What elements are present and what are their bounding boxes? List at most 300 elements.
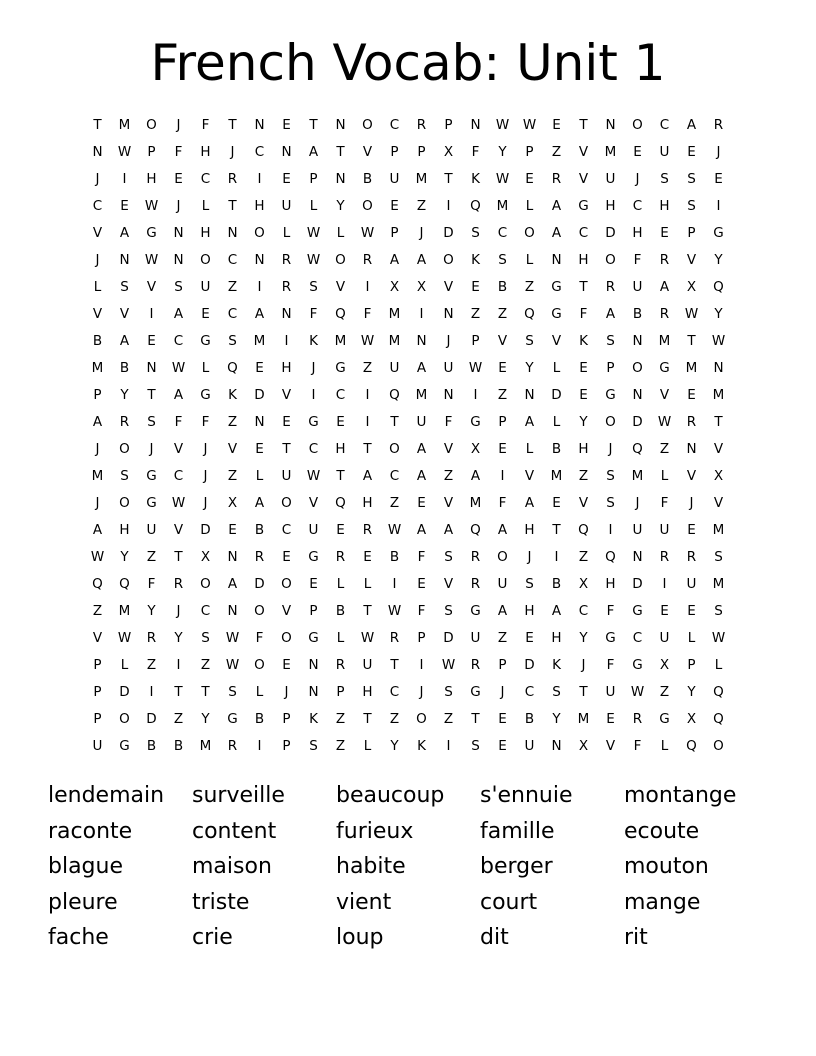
grid-letter[interactable]: Y xyxy=(579,413,588,430)
grid-letter[interactable]: J xyxy=(500,683,505,700)
grid-letter[interactable]: P xyxy=(390,224,399,241)
grid-letter[interactable]: X xyxy=(686,710,697,727)
grid-letter[interactable]: U xyxy=(632,521,643,538)
grid-letter[interactable]: Y xyxy=(687,683,696,700)
grid-letter[interactable]: J xyxy=(635,494,640,511)
grid-letter[interactable]: P xyxy=(309,602,318,619)
grid-letter[interactable]: E xyxy=(687,143,696,160)
grid-letter[interactable]: R xyxy=(227,170,238,187)
grid-letter[interactable]: O xyxy=(416,710,427,727)
grid-letter[interactable]: I xyxy=(365,278,370,295)
grid-letter[interactable]: S xyxy=(147,413,156,430)
grid-letter[interactable]: J xyxy=(527,548,532,565)
grid-letter[interactable]: B xyxy=(389,548,400,565)
grid-letter[interactable]: R xyxy=(551,170,562,187)
grid-letter[interactable]: A xyxy=(686,116,697,133)
grid-letter[interactable]: Z xyxy=(146,656,157,673)
grid-letter[interactable]: Q xyxy=(578,521,589,538)
grid-letter[interactable]: O xyxy=(281,494,292,511)
grid-letter[interactable]: A xyxy=(308,143,319,160)
grid-letter[interactable]: Q xyxy=(713,710,724,727)
grid-letter[interactable]: L xyxy=(282,224,291,241)
grid-letter[interactable]: X xyxy=(227,494,238,511)
grid-letter[interactable]: S xyxy=(606,332,615,349)
grid-letter[interactable]: T xyxy=(390,413,399,430)
grid-letter[interactable]: R xyxy=(281,278,292,295)
grid-letter[interactable]: Q xyxy=(335,494,346,511)
grid-letter[interactable]: R xyxy=(173,575,184,592)
grid-letter[interactable]: J xyxy=(608,440,613,457)
grid-letter[interactable]: I xyxy=(365,413,370,430)
grid-letter[interactable]: F xyxy=(201,413,210,430)
grid-letter[interactable]: R xyxy=(119,413,130,430)
grid-letter[interactable]: N xyxy=(416,332,427,349)
grid-letter[interactable]: E xyxy=(255,359,264,376)
grid-letter[interactable]: R xyxy=(632,710,643,727)
grid-letter[interactable]: Y xyxy=(714,305,723,322)
grid-letter[interactable]: W xyxy=(144,251,159,268)
grid-letter[interactable]: X xyxy=(470,440,481,457)
grid-letter[interactable]: F xyxy=(579,305,588,322)
grid-letter[interactable]: M xyxy=(388,305,401,322)
grid-letter[interactable]: G xyxy=(308,548,319,565)
grid-letter[interactable]: A xyxy=(443,521,454,538)
grid-letter[interactable]: N xyxy=(173,251,184,268)
grid-letter[interactable]: L xyxy=(363,737,372,754)
grid-letter[interactable]: M xyxy=(712,575,725,592)
grid-letter[interactable]: W xyxy=(360,629,375,646)
grid-letter[interactable]: F xyxy=(498,494,507,511)
grid-letter[interactable]: V xyxy=(227,440,238,457)
grid-letter[interactable]: J xyxy=(230,143,235,160)
grid-letter[interactable]: G xyxy=(200,386,211,403)
grid-letter[interactable]: G xyxy=(632,602,643,619)
grid-letter[interactable]: H xyxy=(524,602,535,619)
grid-letter[interactable]: V xyxy=(335,278,346,295)
grid-letter[interactable]: N xyxy=(551,251,562,268)
grid-letter[interactable]: G xyxy=(632,656,643,673)
grid-letter[interactable]: N xyxy=(335,170,346,187)
grid-letter[interactable]: F xyxy=(363,305,372,322)
grid-letter[interactable]: S xyxy=(444,683,453,700)
grid-letter[interactable]: K xyxy=(417,737,426,754)
grid-letter[interactable]: X xyxy=(578,575,589,592)
grid-letter[interactable]: A xyxy=(524,494,535,511)
grid-letter[interactable]: Z xyxy=(146,548,157,565)
grid-letter[interactable]: O xyxy=(497,548,508,565)
grid-letter[interactable]: S xyxy=(552,683,561,700)
grid-letter[interactable]: F xyxy=(471,143,480,160)
grid-letter[interactable]: C xyxy=(389,683,400,700)
grid-letter[interactable]: L xyxy=(525,197,534,214)
grid-letter[interactable]: Q xyxy=(605,548,616,565)
grid-letter[interactable]: S xyxy=(309,278,318,295)
grid-letter[interactable]: C xyxy=(632,197,643,214)
grid-letter[interactable]: I xyxy=(473,386,478,403)
grid-letter[interactable]: I xyxy=(608,521,613,538)
grid-letter[interactable]: A xyxy=(524,413,535,430)
grid-letter[interactable]: M xyxy=(334,332,347,349)
grid-letter[interactable]: E xyxy=(525,629,534,646)
grid-letter[interactable]: V xyxy=(713,440,724,457)
grid-letter[interactable]: D xyxy=(146,710,157,727)
grid-letter[interactable]: O xyxy=(389,440,400,457)
grid-letter[interactable]: F xyxy=(147,575,156,592)
grid-letter[interactable]: O xyxy=(605,413,616,430)
grid-letter[interactable]: L xyxy=(525,251,534,268)
grid-letter[interactable]: W xyxy=(711,332,726,349)
grid-letter[interactable]: B xyxy=(146,737,157,754)
grid-letter[interactable]: A xyxy=(92,413,103,430)
grid-letter[interactable]: H xyxy=(659,197,670,214)
grid-letter[interactable]: N xyxy=(227,224,238,241)
grid-letter[interactable]: J xyxy=(176,197,181,214)
grid-letter[interactable]: R xyxy=(362,521,373,538)
grid-letter[interactable]: N xyxy=(92,143,103,160)
grid-letter[interactable]: T xyxy=(714,413,723,430)
grid-letter[interactable]: T xyxy=(363,602,372,619)
grid-letter[interactable]: E xyxy=(417,494,426,511)
grid-letter[interactable]: V xyxy=(362,143,373,160)
grid-letter[interactable]: X xyxy=(578,737,589,754)
grid-letter[interactable]: L xyxy=(525,440,534,457)
grid-letter[interactable]: J xyxy=(203,440,208,457)
grid-letter[interactable]: V xyxy=(281,602,292,619)
grid-letter[interactable]: L xyxy=(660,737,669,754)
grid-letter[interactable]: N xyxy=(605,116,616,133)
grid-letter[interactable]: H xyxy=(200,143,211,160)
grid-letter[interactable]: L xyxy=(201,359,210,376)
grid-letter[interactable]: P xyxy=(93,656,102,673)
grid-letter[interactable]: I xyxy=(500,467,505,484)
grid-letter[interactable]: C xyxy=(389,116,400,133)
grid-letter[interactable]: W xyxy=(306,251,321,268)
grid-letter[interactable]: C xyxy=(389,467,400,484)
grid-letter[interactable]: C xyxy=(335,386,346,403)
grid-letter[interactable]: P xyxy=(336,683,345,700)
grid-letter[interactable]: L xyxy=(336,224,345,241)
grid-letter[interactable]: W xyxy=(225,629,240,646)
grid-letter[interactable]: U xyxy=(605,170,616,187)
grid-letter[interactable]: G xyxy=(146,494,157,511)
grid-letter[interactable]: J xyxy=(581,656,586,673)
grid-letter[interactable]: C xyxy=(200,602,211,619)
grid-letter[interactable]: E xyxy=(174,170,183,187)
grid-letter[interactable]: S xyxy=(120,278,129,295)
grid-letter[interactable]: J xyxy=(95,170,100,187)
grid-letter[interactable]: V xyxy=(659,386,670,403)
grid-letter[interactable]: F xyxy=(174,143,183,160)
grid-letter[interactable]: O xyxy=(146,116,157,133)
grid-letter[interactable]: V xyxy=(443,440,454,457)
grid-letter[interactable]: G xyxy=(659,359,670,376)
grid-letter[interactable]: P xyxy=(390,143,399,160)
grid-letter[interactable]: D xyxy=(551,386,562,403)
grid-letter[interactable]: O xyxy=(443,251,454,268)
grid-letter[interactable]: Y xyxy=(390,737,399,754)
grid-letter[interactable]: E xyxy=(390,197,399,214)
grid-letter[interactable]: U xyxy=(389,170,400,187)
grid-letter[interactable]: Y xyxy=(120,386,129,403)
grid-letter[interactable]: U xyxy=(497,575,508,592)
grid-letter[interactable]: H xyxy=(551,629,562,646)
grid-letter[interactable]: X xyxy=(686,278,697,295)
grid-letter[interactable]: S xyxy=(309,737,318,754)
grid-letter[interactable]: O xyxy=(254,602,265,619)
grid-letter[interactable]: R xyxy=(335,548,346,565)
grid-letter[interactable]: I xyxy=(284,332,289,349)
grid-letter[interactable]: E xyxy=(201,305,210,322)
grid-letter[interactable]: Y xyxy=(579,629,588,646)
grid-letter[interactable]: A xyxy=(119,224,130,241)
grid-letter[interactable]: N xyxy=(335,116,346,133)
grid-letter[interactable]: C xyxy=(92,197,103,214)
grid-letter[interactable]: S xyxy=(606,467,615,484)
grid-letter[interactable]: I xyxy=(365,386,370,403)
grid-letter[interactable]: U xyxy=(92,737,103,754)
grid-letter[interactable]: B xyxy=(551,575,562,592)
grid-letter[interactable]: U xyxy=(389,359,400,376)
grid-letter[interactable]: B xyxy=(551,440,562,457)
grid-letter[interactable]: B xyxy=(497,278,508,295)
grid-letter[interactable]: R xyxy=(470,575,481,592)
grid-letter[interactable]: P xyxy=(282,737,291,754)
grid-letter[interactable]: U xyxy=(200,278,211,295)
grid-letter[interactable]: X xyxy=(200,548,211,565)
grid-letter[interactable]: G xyxy=(119,737,130,754)
grid-letter[interactable]: I xyxy=(662,575,667,592)
grid-letter[interactable]: Q xyxy=(335,305,346,322)
grid-letter[interactable]: W xyxy=(522,116,537,133)
grid-letter[interactable]: H xyxy=(362,494,373,511)
grid-letter[interactable]: C xyxy=(173,467,184,484)
grid-letter[interactable]: E xyxy=(552,116,561,133)
grid-letter[interactable]: E xyxy=(498,710,507,727)
grid-letter[interactable]: W xyxy=(225,656,240,673)
grid-letter[interactable]: W xyxy=(495,170,510,187)
grid-letter[interactable]: W xyxy=(711,629,726,646)
grid-letter[interactable]: R xyxy=(659,251,670,268)
grid-letter[interactable]: Z xyxy=(551,143,562,160)
grid-letter[interactable]: X xyxy=(416,278,427,295)
grid-letter[interactable]: U xyxy=(281,467,292,484)
grid-letter[interactable]: Z xyxy=(227,278,238,295)
grid-letter[interactable]: N xyxy=(281,305,292,322)
grid-letter[interactable]: A xyxy=(470,467,481,484)
grid-letter[interactable]: Q xyxy=(713,278,724,295)
grid-letter[interactable]: N xyxy=(227,602,238,619)
grid-letter[interactable]: E xyxy=(363,548,372,565)
grid-letter[interactable]: G xyxy=(146,224,157,241)
grid-letter[interactable]: J xyxy=(716,143,721,160)
grid-letter[interactable]: O xyxy=(281,629,292,646)
grid-letter[interactable]: I xyxy=(257,737,262,754)
grid-letter[interactable]: Q xyxy=(227,359,238,376)
grid-letter[interactable]: U xyxy=(470,629,481,646)
grid-letter[interactable]: E xyxy=(498,737,507,754)
grid-letter[interactable]: H xyxy=(578,440,589,457)
grid-letter[interactable]: W xyxy=(684,305,699,322)
grid-letter[interactable]: N xyxy=(470,116,481,133)
grid-letter[interactable]: S xyxy=(444,548,453,565)
grid-letter[interactable]: L xyxy=(93,278,102,295)
grid-letter[interactable]: U xyxy=(146,521,157,538)
grid-letter[interactable]: U xyxy=(308,521,319,538)
grid-letter[interactable]: S xyxy=(714,602,723,619)
grid-letter[interactable]: M xyxy=(496,197,509,214)
grid-letter[interactable]: A xyxy=(497,602,508,619)
grid-letter[interactable]: R xyxy=(605,278,616,295)
grid-letter[interactable]: Q xyxy=(119,575,130,592)
grid-letter[interactable]: Z xyxy=(497,629,508,646)
grid-letter[interactable]: E xyxy=(309,575,318,592)
grid-letter[interactable]: P xyxy=(687,224,696,241)
grid-letter[interactable]: M xyxy=(118,602,131,619)
grid-letter[interactable]: O xyxy=(713,737,724,754)
grid-letter[interactable]: O xyxy=(605,251,616,268)
grid-letter[interactable]: M xyxy=(415,170,428,187)
grid-letter[interactable]: V xyxy=(92,224,103,241)
grid-letter[interactable]: T xyxy=(552,521,561,538)
grid-letter[interactable]: J xyxy=(95,251,100,268)
grid-letter[interactable]: X xyxy=(713,467,724,484)
grid-letter[interactable]: A xyxy=(416,251,427,268)
grid-letter[interactable]: C xyxy=(227,251,238,268)
grid-letter[interactable]: A xyxy=(254,494,265,511)
grid-letter[interactable]: U xyxy=(524,737,535,754)
grid-letter[interactable]: D xyxy=(443,629,454,646)
grid-letter[interactable]: Z xyxy=(659,683,670,700)
grid-letter[interactable]: P xyxy=(498,656,507,673)
grid-letter[interactable]: V xyxy=(173,521,184,538)
grid-letter[interactable]: G xyxy=(308,413,319,430)
grid-letter[interactable]: O xyxy=(281,575,292,592)
grid-letter[interactable]: N xyxy=(146,359,157,376)
grid-letter[interactable]: Z xyxy=(443,467,454,484)
grid-letter[interactable]: V xyxy=(443,575,454,592)
grid-letter[interactable]: C xyxy=(497,224,508,241)
grid-letter[interactable]: G xyxy=(605,629,616,646)
grid-letter[interactable]: V xyxy=(551,332,562,349)
grid-letter[interactable]: I xyxy=(392,575,397,592)
grid-letter[interactable]: L xyxy=(552,413,561,430)
grid-letter[interactable]: H xyxy=(578,251,589,268)
grid-letter[interactable]: B xyxy=(335,602,346,619)
grid-letter[interactable]: O xyxy=(254,224,265,241)
grid-letter[interactable]: E xyxy=(228,521,237,538)
grid-letter[interactable]: U xyxy=(416,413,427,430)
grid-letter[interactable]: A xyxy=(173,305,184,322)
grid-letter[interactable]: S xyxy=(660,170,669,187)
grid-letter[interactable]: V xyxy=(605,737,616,754)
grid-letter[interactable]: D xyxy=(524,656,535,673)
grid-letter[interactable]: D xyxy=(200,521,211,538)
grid-letter[interactable]: H xyxy=(200,224,211,241)
grid-letter[interactable]: E xyxy=(120,197,129,214)
grid-letter[interactable]: P xyxy=(444,116,453,133)
grid-letter[interactable]: Z xyxy=(497,305,508,322)
grid-letter[interactable]: C xyxy=(281,521,292,538)
grid-letter[interactable]: Q xyxy=(470,521,481,538)
grid-letter[interactable]: C xyxy=(254,143,265,160)
grid-letter[interactable]: E xyxy=(498,440,507,457)
grid-letter[interactable]: E xyxy=(417,575,426,592)
grid-letter[interactable]: J xyxy=(419,224,424,241)
grid-letter[interactable]: U xyxy=(362,656,373,673)
grid-letter[interactable]: D xyxy=(632,413,643,430)
grid-letter[interactable]: E xyxy=(336,413,345,430)
grid-letter[interactable]: T xyxy=(201,683,210,700)
grid-letter[interactable]: P xyxy=(93,710,102,727)
grid-letter[interactable]: W xyxy=(468,359,483,376)
grid-letter[interactable]: C xyxy=(578,224,589,241)
grid-letter[interactable]: T xyxy=(444,170,453,187)
grid-letter[interactable]: J xyxy=(95,440,100,457)
grid-letter[interactable]: O xyxy=(362,116,373,133)
grid-letter[interactable]: R xyxy=(227,737,238,754)
grid-letter[interactable]: Z xyxy=(416,197,427,214)
grid-letter[interactable]: Z xyxy=(578,467,589,484)
grid-letter[interactable]: L xyxy=(309,197,318,214)
grid-letter[interactable]: E xyxy=(282,656,291,673)
grid-letter[interactable]: A xyxy=(551,197,562,214)
grid-letter[interactable]: L xyxy=(255,683,264,700)
grid-letter[interactable]: N xyxy=(254,251,265,268)
grid-letter[interactable]: P xyxy=(147,143,156,160)
grid-letter[interactable]: G xyxy=(308,629,319,646)
grid-letter[interactable]: Z xyxy=(524,278,535,295)
grid-letter[interactable]: G xyxy=(470,413,481,430)
grid-letter[interactable]: T xyxy=(390,656,399,673)
grid-letter[interactable]: T xyxy=(579,683,588,700)
grid-letter[interactable]: J xyxy=(149,440,154,457)
grid-letter[interactable]: S xyxy=(201,629,210,646)
grid-letter[interactable]: L xyxy=(201,197,210,214)
grid-letter[interactable]: B xyxy=(632,305,643,322)
grid-letter[interactable]: D xyxy=(254,575,265,592)
grid-letter[interactable]: U xyxy=(659,521,670,538)
grid-letter[interactable]: P xyxy=(309,170,318,187)
grid-letter[interactable]: K xyxy=(309,710,318,727)
grid-letter[interactable]: Z xyxy=(92,602,103,619)
grid-letter[interactable]: G xyxy=(578,197,589,214)
grid-letter[interactable]: U xyxy=(281,197,292,214)
grid-letter[interactable]: F xyxy=(255,629,264,646)
grid-letter[interactable]: L xyxy=(714,656,723,673)
grid-letter[interactable]: B xyxy=(254,710,265,727)
grid-letter[interactable]: H xyxy=(146,170,157,187)
grid-letter[interactable]: I xyxy=(122,170,127,187)
grid-letter[interactable]: R xyxy=(416,116,427,133)
grid-letter[interactable]: X xyxy=(659,656,670,673)
grid-letter[interactable]: B xyxy=(524,710,535,727)
grid-letter[interactable]: E xyxy=(660,224,669,241)
grid-letter[interactable]: G xyxy=(200,332,211,349)
grid-letter[interactable]: E xyxy=(579,359,588,376)
grid-letter[interactable]: S xyxy=(471,224,480,241)
grid-letter[interactable]: H xyxy=(254,197,265,214)
grid-letter[interactable]: I xyxy=(149,683,154,700)
grid-letter[interactable]: G xyxy=(227,710,238,727)
grid-letter[interactable]: F xyxy=(417,548,426,565)
grid-letter[interactable]: V xyxy=(443,278,454,295)
grid-letter[interactable]: W xyxy=(360,224,375,241)
grid-letter[interactable]: Z xyxy=(362,359,373,376)
grid-letter[interactable]: G xyxy=(551,278,562,295)
grid-letter[interactable]: M xyxy=(388,332,401,349)
grid-letter[interactable]: V xyxy=(92,305,103,322)
grid-letter[interactable]: W xyxy=(144,197,159,214)
